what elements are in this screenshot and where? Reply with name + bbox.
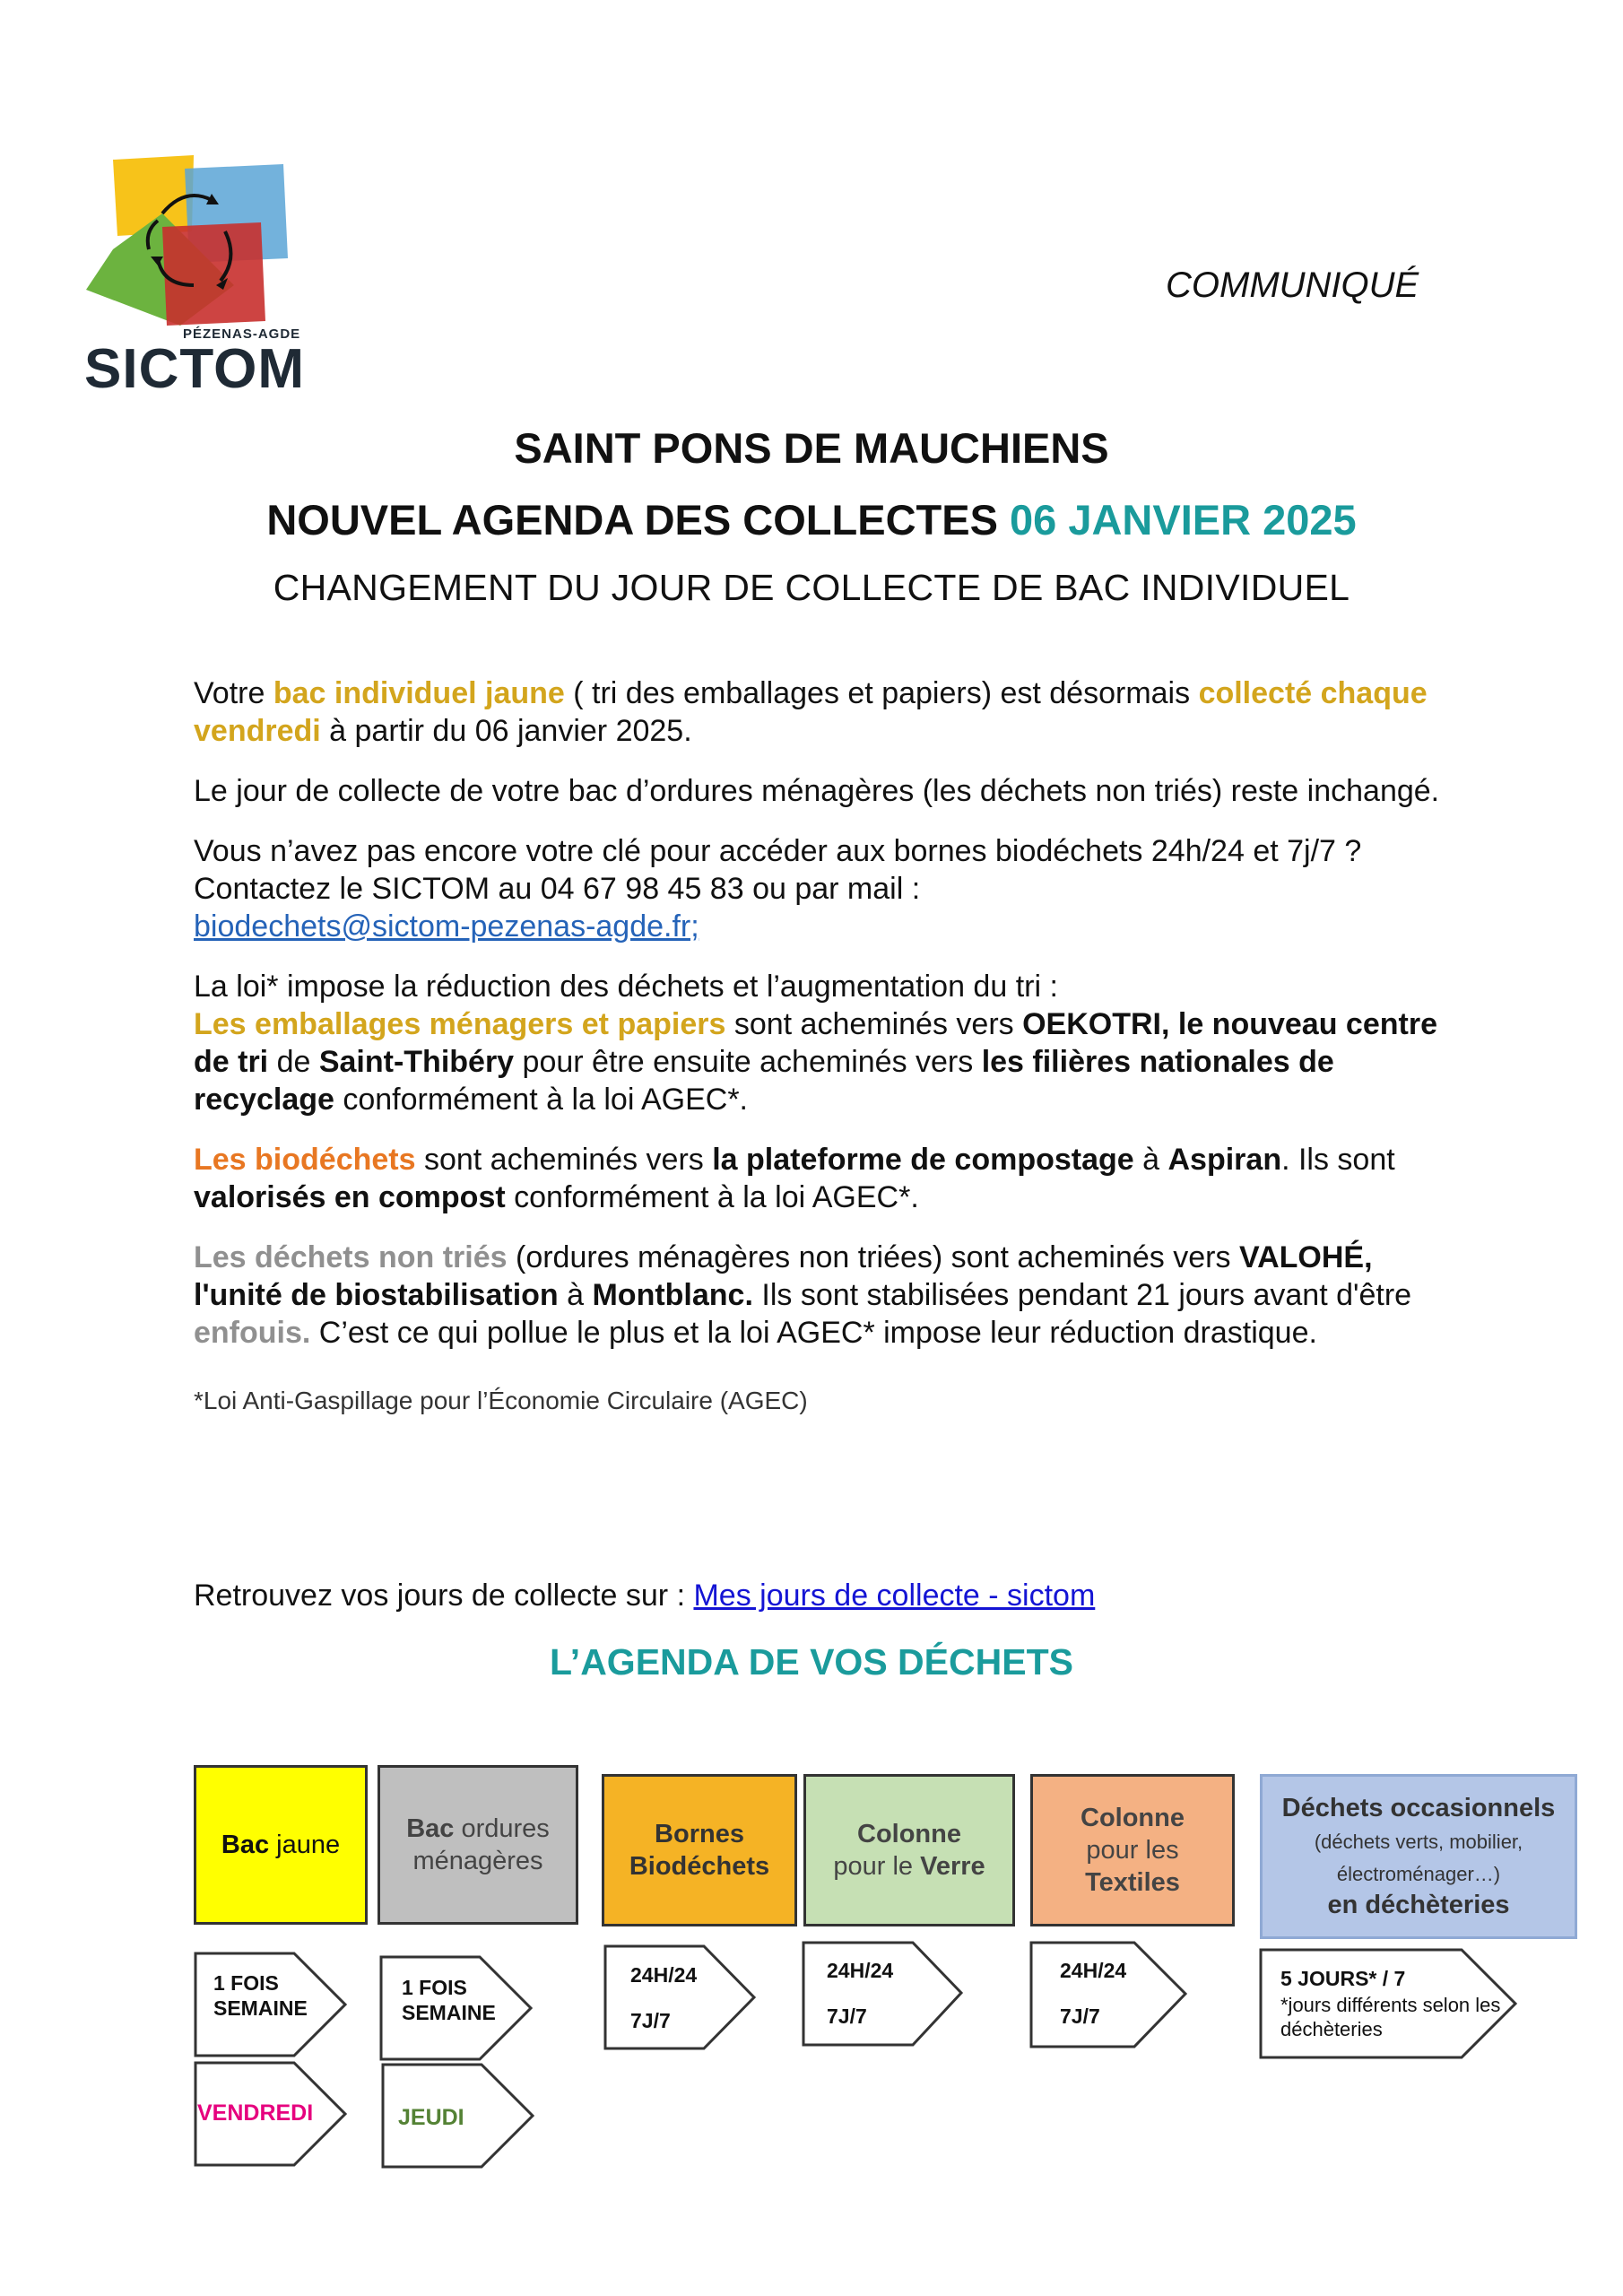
verre-hours: 24H/24 [827,1959,894,1982]
box-bac-jaune: Bac jaune [194,1765,368,1925]
title-agenda-date: 06 JANVIER 2025 [1010,496,1357,544]
textile-hours: 24H/24 [1060,1959,1127,1982]
verre-days: 7J/7 [827,2005,867,2028]
paragraph-contact: Vous n’avez pas encore votre clé pour accéder aux bornes biodéchets 24h/24 et 7j/7 ? Contactez le SICTOM au 04 67 98 45 83 ou par mail : biodechets@sictom-pezenas-agde.fr; [194,834,1362,944]
paragraph-bac-jaune: Votre bac individuel jaune ( tri des emballages et papiers) est désormais collecté chaque vendredi à partir du 06 janvier 2025. [194,676,1428,748]
paragraph-non-tries: Les déchets non triés (ordures ménagères non triées) sont acheminés vers VALOHÉ, l'unité de biostabilisation à Montblanc. Ils sont stabilisées pendant 21 jours avant d'être enfouis. C’est ce qui pollue le plus et la loi AGEC* impose leur réduction drastique. [194,1240,1412,1350]
box-verre: Colonne pour le Verre [803,1774,1015,1926]
bio-days: 7J/7 [630,2009,671,2032]
box-occasionnels: Déchets occasionnels (déchets verts, mobilier, électroménager…) en déchèteries [1260,1774,1577,1939]
paragraph-ordures: Le jour de collecte de votre bac d’ordures ménagères (les déchets non triés) reste inchangé. [194,774,1440,808]
om-frequency: 1 FOIS SEMAINE [402,1976,496,2024]
paragraph-biodechets: Les biodéchets sont acheminés vers la plateforme de compostage à Aspiran. Ils sont valorisés en compost conformément à la loi AGEC*. [194,1143,1395,1214]
email-link[interactable]: biodechets@sictom-pezenas-agde.fr; [194,909,699,944]
title-commune: SAINT PONS DE MAUCHIENS [514,424,1109,472]
title-agenda-text: NOUVEL AGENDA DES COLLECTES [266,496,998,544]
logo-wordmark: SICTOM [84,338,305,400]
occas-note: *jours différents selon les déchèteries [1280,1994,1501,2040]
box-biodechets: Bornes Biodéchets [602,1774,797,1926]
bio-hours: 24H/24 [630,1963,698,1987]
textile-days: 7J/7 [1060,2005,1100,2028]
subtitle-change: CHANGEMENT DU JOUR DE COLLECTE DE BAC INDIVIDUEL [273,567,1350,608]
paragraph-loi: La loi* impose la réduction des déchets et l’augmentation du tri : Les emballages ménagers et papiers sont acheminés vers OEKOTRI, le nouveau centre de tri de Saint-Thibéry pour être ensuite acheminés vers les filières nationales de recyclage conformément à la loi AGEC*. [194,970,1437,1117]
logo-subtitle: PÉZENAS-AGDE [183,326,301,342]
occas-days: 5 JOURS* / 7 [1280,1967,1406,1990]
communique-label: COMMUNIQUÉ [1166,265,1419,305]
footnote-agec: *Loi Anti-Gaspillage pour l’Économie Circulaire (AGEC) [194,1387,808,1414]
om-collection-day: JEUDI [398,2105,464,2130]
box-bac-om: Bac ordures ménagères [378,1765,578,1925]
collecte-link[interactable]: Mes jours de collecte - sictom [693,1578,1096,1613]
jaune-collection-day: VENDREDI [197,2100,314,2126]
retrouvez-line: Retrouvez vos jours de collecte sur : Mes jours de collecte - sictom [194,1578,1096,1613]
box-textiles: Colonne pour les Textiles [1030,1774,1235,1926]
jaune-frequency: 1 FOIS SEMAINE [213,1971,308,2020]
agenda-title: L’AGENDA DE VOS DÉCHETS [550,1641,1073,1683]
